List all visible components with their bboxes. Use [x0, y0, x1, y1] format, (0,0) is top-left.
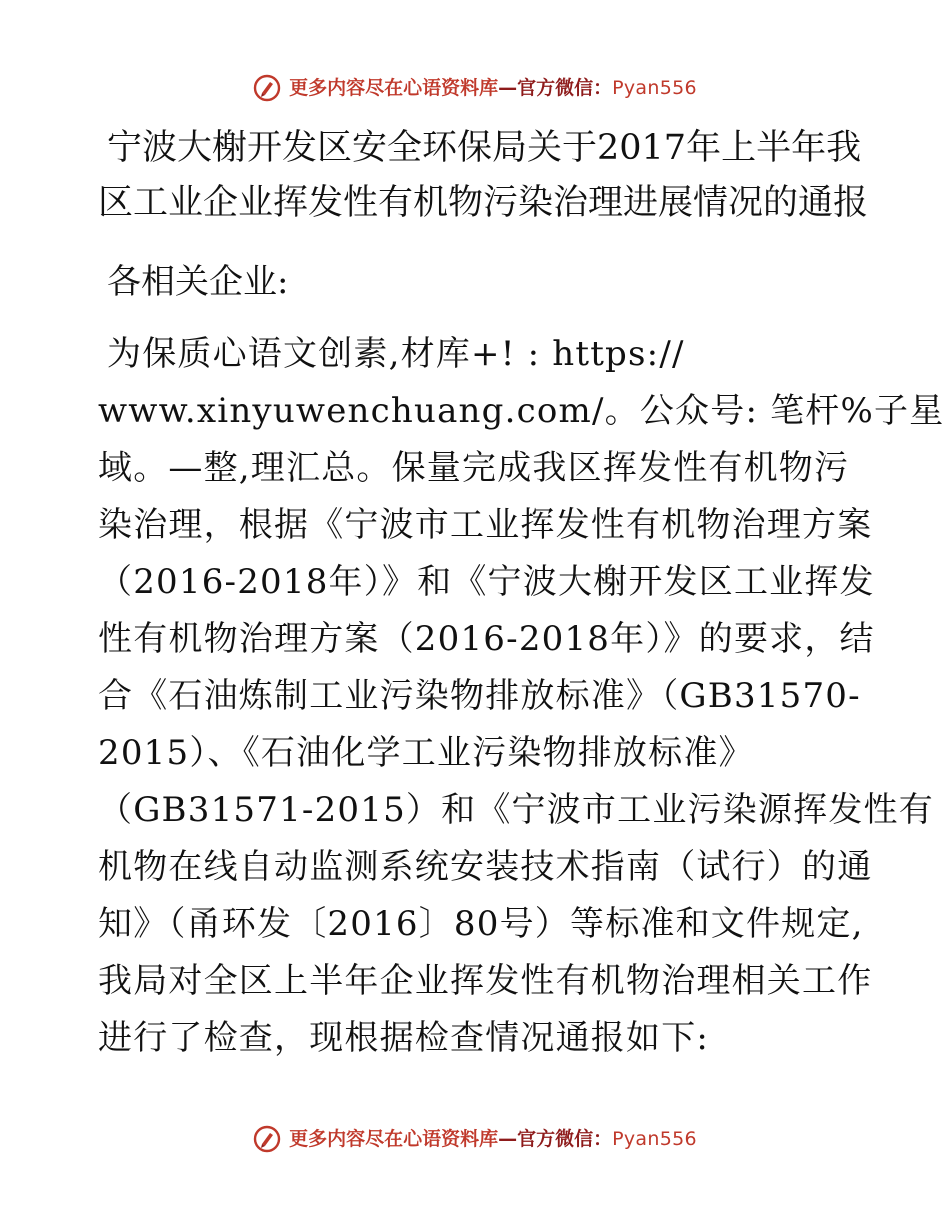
pen-circle-logo-icon: [253, 1125, 281, 1153]
salutation: 各相关企业:: [107, 262, 289, 302]
body-line: 2015）、《石油化学工业污染物排放标准》: [98, 733, 754, 773]
wechat-id: Pyan556: [612, 1128, 697, 1150]
library-text: 更多内容尽在心语资料库: [289, 77, 499, 99]
document-title-line-2: 区工业企业挥发性有机物污染治理进展情况的通报: [98, 183, 869, 223]
library-text: 更多内容尽在心语资料库: [289, 1128, 499, 1150]
body-line: 性有机物治理方案（2016-2018年）》的要求，结: [98, 619, 875, 659]
header-banner: [0, 74, 950, 102]
contact-label: —官方微信：: [498, 1128, 613, 1150]
body-line: 域。—整,理汇总。保量完成我区挥发性有机物污: [98, 448, 850, 488]
body-line: 进行了检查，现根据检查情况通报如下:: [98, 1018, 710, 1058]
body-line: 合《石油炼制工业污染物排放标准》（GB31570-: [98, 676, 861, 716]
body-line: （2016-2018年）》和《宁波大榭开发区工业挥发: [98, 562, 875, 602]
body-line: 为保质心语文创素,材库+! : https://: [107, 334, 685, 374]
body-line: 机物在线自动监测系统安装技术指南（试行）的通: [98, 847, 873, 887]
body-line: （GB31571-2015）和《宁波市工业污染源挥发性有: [98, 790, 934, 830]
wechat-id: Pyan556: [612, 77, 697, 99]
document-title-line-1: 宁波大榭开发区安全环保局关于2017年上半年我: [107, 128, 862, 168]
contact-label: —官方微信：: [498, 77, 613, 99]
body-line: www.xinyuwenchuang.com/。公众号: 笔杆%子星: [98, 391, 945, 431]
body-line: 我局对全区上半年企业挥发性有机物治理相关工作: [98, 961, 873, 1001]
body-line: 知》（甬环发〔2016〕80号）等标准和文件规定,: [98, 904, 864, 944]
body-line: 染治理，根据《宁波市工业挥发性有机物治理方案: [98, 505, 873, 545]
body-paragraph: [98, 326, 945, 1067]
pen-circle-logo-icon: [253, 74, 281, 102]
footer-banner: [0, 1125, 950, 1153]
